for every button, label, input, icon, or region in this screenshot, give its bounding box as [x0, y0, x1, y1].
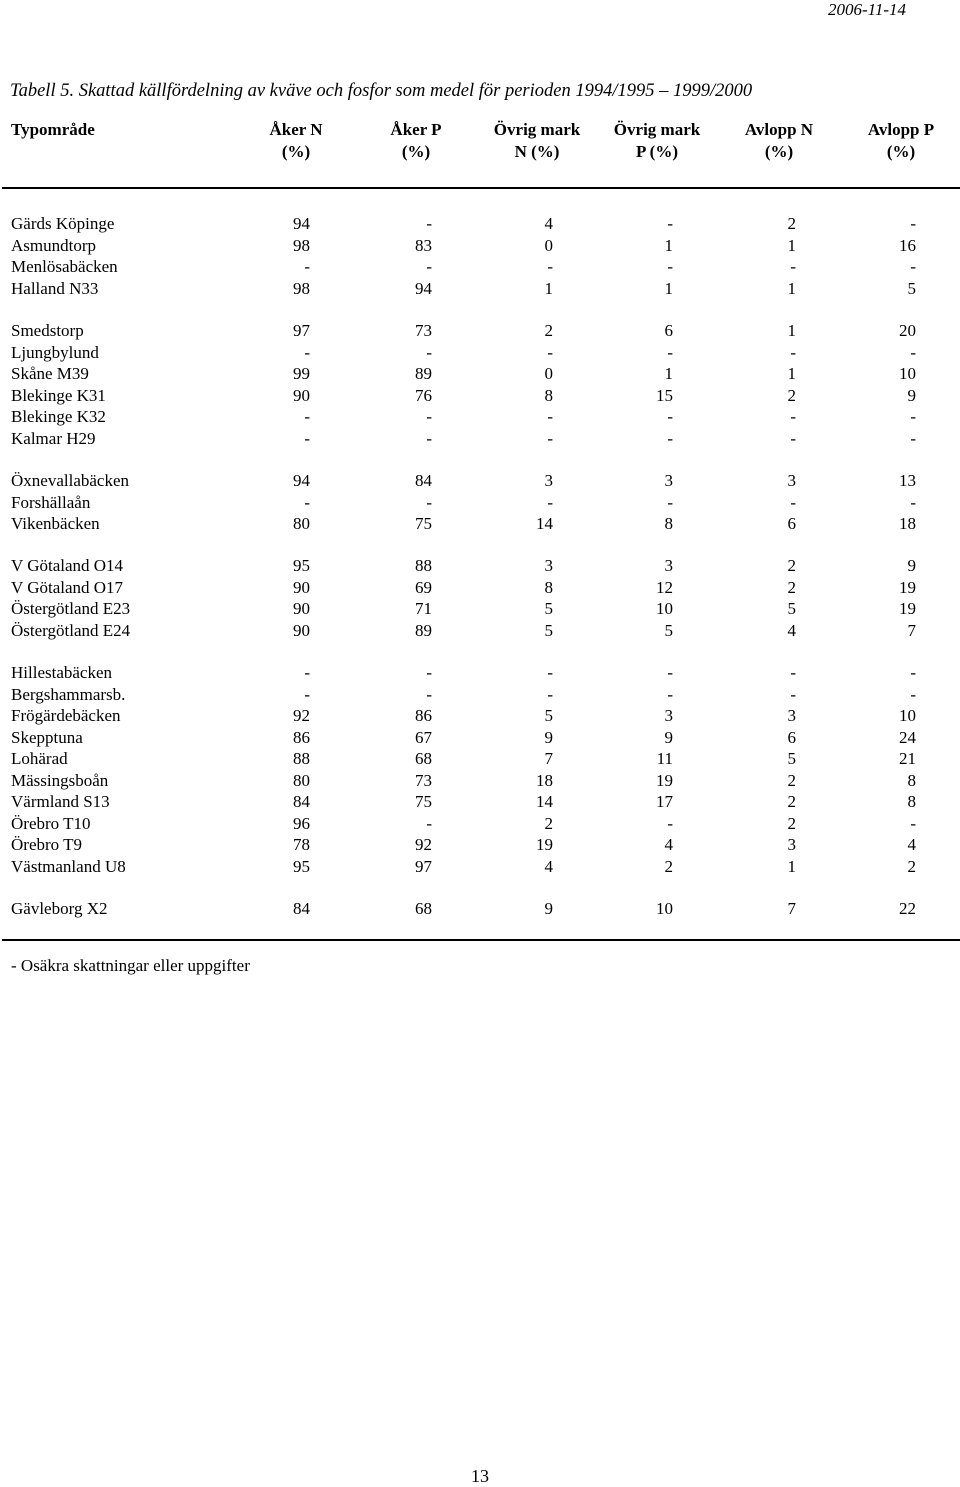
- table-cell: 84: [415, 471, 432, 490]
- table-cell: -: [667, 407, 673, 426]
- table-cell: 3: [787, 471, 796, 490]
- table-cell: -: [426, 813, 432, 833]
- table-cell: 8: [907, 792, 916, 811]
- table-cell: 22: [899, 899, 916, 918]
- row-name: Bergshammarsb.: [11, 684, 126, 704]
- row-name: Östergötland E23: [11, 599, 131, 618]
- table-cell: 99: [293, 364, 310, 383]
- table-row: [0, 385, 960, 406]
- table-cell: 2: [787, 556, 796, 575]
- table-cell: 5: [907, 278, 916, 298]
- table-cell: 19: [656, 770, 673, 790]
- table-cell: -: [426, 407, 432, 426]
- table-cell: -: [910, 257, 916, 276]
- row-name: Värmland S13: [11, 792, 110, 811]
- column-header-line: Typområde: [11, 120, 95, 139]
- table-cell: -: [667, 428, 673, 448]
- table-cell: 5: [664, 620, 673, 640]
- table-cell: -: [304, 663, 310, 682]
- table-row: [0, 898, 960, 919]
- table-cell: 17: [656, 792, 673, 811]
- table-cell: 90: [293, 577, 310, 597]
- table-cell: 1: [664, 278, 673, 298]
- table-cell: 68: [415, 899, 432, 918]
- table-cell: 4: [664, 835, 673, 854]
- table-cell: 73: [415, 321, 432, 340]
- table-cell: 1: [787, 235, 796, 255]
- column-header: [467, 119, 607, 163]
- row-name: Blekinge K31: [11, 385, 106, 405]
- table-cell: 69: [415, 577, 432, 597]
- table-cell: -: [304, 342, 310, 362]
- table-row: [0, 492, 960, 513]
- table-cell: 4: [787, 620, 796, 640]
- table-cell: -: [910, 342, 916, 362]
- table-cell: 92: [415, 835, 432, 854]
- table-cell: -: [667, 663, 673, 682]
- table-cell: 24: [899, 727, 916, 747]
- table-cell: 8: [907, 770, 916, 790]
- row-name: Forshällaån: [11, 492, 91, 512]
- table-cell: 7: [787, 899, 796, 918]
- table-cell: 71: [415, 599, 432, 618]
- table-cell: 5: [787, 599, 796, 618]
- column-header-line: Övrig mark: [613, 120, 701, 139]
- table-row: [0, 834, 960, 855]
- column-header-unit: P (%): [635, 142, 679, 161]
- row-name: Hillestabäcken: [11, 663, 113, 682]
- table-cell: 1: [787, 278, 796, 298]
- table-cell: 5: [787, 749, 796, 768]
- header-rule: [2, 187, 960, 189]
- table-cell: 21: [899, 749, 916, 768]
- row-name: Skåne M39: [11, 364, 89, 383]
- table-cell: 18: [899, 514, 916, 533]
- table-cell: 8: [544, 385, 553, 405]
- table-header: [0, 119, 960, 169]
- table-cell: 6: [787, 514, 796, 533]
- table-cell: 4: [544, 856, 553, 876]
- table-row: [0, 363, 960, 384]
- table-cell: 2: [787, 214, 796, 233]
- table-cell: 88: [293, 749, 310, 768]
- table-cell: 13: [899, 471, 916, 490]
- table-caption: Tabell 5. Skattad källfördelning av kväve och fosfor som medel för perioden 1994/1995 – 1999/2000: [10, 81, 753, 101]
- column-header-line: Avlopp N: [744, 120, 814, 139]
- table-cell: 90: [293, 385, 310, 405]
- table-row: [0, 598, 960, 619]
- column-header-line: Övrig mark: [493, 120, 581, 139]
- row-name: Lohärad: [11, 749, 68, 768]
- table-cell: 83: [415, 235, 432, 255]
- table-cell: 95: [293, 556, 310, 575]
- row-name: V Götaland O14: [11, 556, 124, 575]
- table-cell: -: [426, 257, 432, 276]
- table-cell: -: [910, 407, 916, 426]
- table-cell: 3: [544, 471, 553, 490]
- table-cell: -: [304, 257, 310, 276]
- table-cell: 98: [293, 278, 310, 298]
- table-cell: 90: [293, 620, 310, 640]
- table-row: [0, 428, 960, 449]
- table-cell: 2: [787, 792, 796, 811]
- row-name: Gävleborg X2: [11, 899, 108, 918]
- table-cell: 2: [787, 770, 796, 790]
- table-cell: -: [426, 492, 432, 512]
- table-row: [0, 856, 960, 877]
- table-cell: 98: [293, 235, 310, 255]
- table-cell: 78: [293, 835, 310, 854]
- table-cell: 4: [907, 835, 916, 854]
- table-cell: -: [547, 684, 553, 704]
- column-header-unit: (%): [281, 142, 311, 161]
- column-header-line: Åker N: [269, 120, 323, 139]
- row-name: Frögärdebäcken: [11, 706, 121, 725]
- table-cell: 0: [544, 364, 553, 383]
- column-header: [709, 119, 849, 163]
- table-row: [0, 513, 960, 534]
- table-cell: 90: [293, 599, 310, 618]
- table-cell: -: [790, 663, 796, 682]
- table-cell: 1: [664, 235, 673, 255]
- table-cell: -: [426, 214, 432, 233]
- table-cell: 89: [415, 364, 432, 383]
- table-cell: -: [667, 214, 673, 233]
- column-header: [226, 119, 366, 163]
- row-name: Menlösabäcken: [11, 257, 118, 276]
- table-cell: -: [910, 813, 916, 833]
- table-cell: -: [547, 428, 553, 448]
- table-row: [0, 213, 960, 234]
- table-cell: 94: [293, 471, 310, 490]
- table-cell: 3: [544, 556, 553, 575]
- table-cell: 75: [415, 792, 432, 811]
- table-cell: 1: [787, 321, 796, 340]
- table-cell: 75: [415, 514, 432, 533]
- table-cell: 11: [656, 749, 673, 768]
- table-cell: 14: [536, 792, 553, 811]
- table-cell: -: [910, 492, 916, 512]
- row-name: Mässingsboån: [11, 770, 109, 790]
- page-number: 13: [471, 1466, 489, 1486]
- table-cell: 2: [664, 856, 673, 876]
- document-date: 2006-11-14: [827, 0, 906, 19]
- table-cell: 20: [899, 321, 916, 340]
- row-name: Smedstorp: [11, 321, 84, 340]
- row-name: V Götaland O17: [11, 577, 124, 597]
- table-cell: -: [547, 492, 553, 512]
- table-row: [0, 406, 960, 427]
- column-header-line: Avlopp P: [867, 120, 935, 139]
- row-name: Vikenbäcken: [11, 514, 100, 533]
- table-cell: 2: [544, 813, 553, 833]
- table-cell: 0: [544, 235, 553, 255]
- table-cell: 2: [787, 577, 796, 597]
- column-header-unit: (%): [401, 142, 431, 161]
- table-cell: 1: [544, 278, 553, 298]
- table-cell: 6: [664, 321, 673, 340]
- row-name: Halland N33: [11, 278, 99, 298]
- table-cell: -: [667, 813, 673, 833]
- table-cell: 3: [664, 706, 673, 725]
- table-cell: -: [547, 342, 553, 362]
- table-cell: -: [910, 428, 916, 448]
- column-header: [346, 119, 486, 163]
- table-cell: 67: [415, 727, 432, 747]
- table-cell: 10: [899, 706, 916, 725]
- table-cell: 86: [415, 706, 432, 725]
- table-cell: 1: [787, 856, 796, 876]
- table-row: [0, 235, 960, 256]
- table-cell: 10: [899, 364, 916, 383]
- column-header-unit: (%): [886, 142, 916, 161]
- table-cell: 19: [899, 599, 916, 618]
- table-cell: 1: [787, 364, 796, 383]
- table-cell: -: [910, 684, 916, 704]
- table-cell: 94: [293, 214, 310, 233]
- table-cell: 97: [415, 856, 432, 876]
- table-cell: -: [547, 407, 553, 426]
- table-cell: 2: [544, 321, 553, 340]
- table-row: [0, 278, 960, 299]
- row-name: Ljungbylund: [11, 342, 99, 362]
- table-cell: 2: [787, 385, 796, 405]
- table-cell: -: [790, 257, 796, 276]
- table-cell: 68: [415, 749, 432, 768]
- table-cell: 19: [899, 577, 916, 597]
- table-row: [0, 705, 960, 726]
- table-cell: 9: [544, 899, 553, 918]
- table-cell: -: [667, 257, 673, 276]
- table-row: [0, 770, 960, 791]
- row-name: Örebro T10: [11, 813, 91, 833]
- table-cell: 2: [787, 813, 796, 833]
- table-row: [0, 813, 960, 834]
- column-header-unit: (%): [764, 142, 794, 161]
- table-cell: 9: [664, 727, 673, 747]
- table-cell: 5: [544, 706, 553, 725]
- table-cell: -: [304, 492, 310, 512]
- column-header-line: Åker P: [390, 120, 442, 139]
- row-name: Västmanland U8: [11, 856, 126, 876]
- column-header-unit: N (%): [514, 142, 560, 161]
- table-cell: 80: [293, 770, 310, 790]
- column-header: [11, 119, 95, 141]
- row-name: Skepptuna: [11, 727, 83, 747]
- table-cell: 14: [536, 514, 553, 533]
- table-cell: -: [304, 407, 310, 426]
- table-row: [0, 748, 960, 769]
- table-cell: -: [426, 428, 432, 448]
- table-cell: 3: [664, 556, 673, 575]
- table-cell: 1: [664, 364, 673, 383]
- table-cell: 7: [907, 620, 916, 640]
- table-cell: -: [790, 342, 796, 362]
- table-row: [0, 684, 960, 705]
- table-row: [0, 555, 960, 576]
- table-cell: -: [426, 684, 432, 704]
- table-cell: 86: [293, 727, 310, 747]
- footnote: - Osäkra skattningar eller uppgifter: [11, 956, 250, 975]
- table-cell: 3: [787, 706, 796, 725]
- column-header: [831, 119, 960, 163]
- table-cell: -: [667, 342, 673, 362]
- column-header: [587, 119, 727, 163]
- row-name: Blekinge K32: [11, 407, 106, 426]
- table-cell: 8: [664, 514, 673, 533]
- row-name: Östergötland E24: [11, 620, 131, 640]
- table-cell: 10: [656, 599, 673, 618]
- table-row: [0, 342, 960, 363]
- table-cell: -: [547, 257, 553, 276]
- table-row: [0, 577, 960, 598]
- table-cell: -: [790, 428, 796, 448]
- table-row: [0, 620, 960, 641]
- table-cell: 73: [415, 770, 432, 790]
- table-cell: -: [426, 663, 432, 682]
- row-name: Gärds Köpinge: [11, 214, 115, 233]
- table-cell: 7: [544, 749, 553, 768]
- table-row: [0, 470, 960, 491]
- table-row: [0, 256, 960, 277]
- table-cell: 9: [907, 385, 916, 405]
- table-cell: 97: [293, 321, 310, 340]
- table-cell: 4: [544, 214, 553, 233]
- row-name: Kalmar H29: [11, 428, 96, 448]
- table-cell: 8: [544, 577, 553, 597]
- table-cell: 5: [544, 599, 553, 618]
- table-cell: 9: [907, 556, 916, 575]
- table-cell: 12: [656, 577, 673, 597]
- table-cell: 95: [293, 856, 310, 876]
- table-cell: 2: [907, 856, 916, 876]
- table-row: [0, 662, 960, 683]
- table-cell: 89: [415, 620, 432, 640]
- table-cell: -: [304, 428, 310, 448]
- table-cell: -: [667, 684, 673, 704]
- table-cell: 94: [415, 278, 432, 298]
- table-cell: 15: [656, 385, 673, 405]
- table-cell: 76: [415, 385, 432, 405]
- table-cell: 80: [293, 514, 310, 533]
- table-cell: 18: [536, 770, 553, 790]
- table-cell: 10: [656, 899, 673, 918]
- table-cell: 19: [536, 835, 553, 854]
- table-cell: -: [547, 663, 553, 682]
- table-row: [0, 320, 960, 341]
- table-cell: 3: [787, 835, 796, 854]
- table-cell: -: [910, 663, 916, 682]
- table-cell: -: [790, 407, 796, 426]
- row-name: Örebro T9: [11, 835, 82, 854]
- table-cell: -: [910, 214, 916, 233]
- table-cell: 96: [293, 813, 310, 833]
- table-cell: 92: [293, 706, 310, 725]
- table-cell: 3: [664, 471, 673, 490]
- table-cell: 6: [787, 727, 796, 747]
- table-cell: 5: [544, 620, 553, 640]
- table-row: [0, 791, 960, 812]
- row-name: Asmundtorp: [11, 235, 96, 255]
- table-cell: -: [667, 492, 673, 512]
- table-cell: 88: [415, 556, 432, 575]
- row-name: Öxnevallabäcken: [11, 471, 129, 490]
- table-cell: -: [790, 492, 796, 512]
- table-row: [0, 727, 960, 748]
- table-cell: 84: [293, 899, 310, 918]
- bottom-rule: [2, 939, 960, 941]
- table-cell: 16: [899, 235, 916, 255]
- table-cell: -: [304, 684, 310, 704]
- table-cell: 9: [544, 727, 553, 747]
- table-cell: -: [426, 342, 432, 362]
- table-cell: 84: [293, 792, 310, 811]
- table-cell: -: [790, 684, 796, 704]
